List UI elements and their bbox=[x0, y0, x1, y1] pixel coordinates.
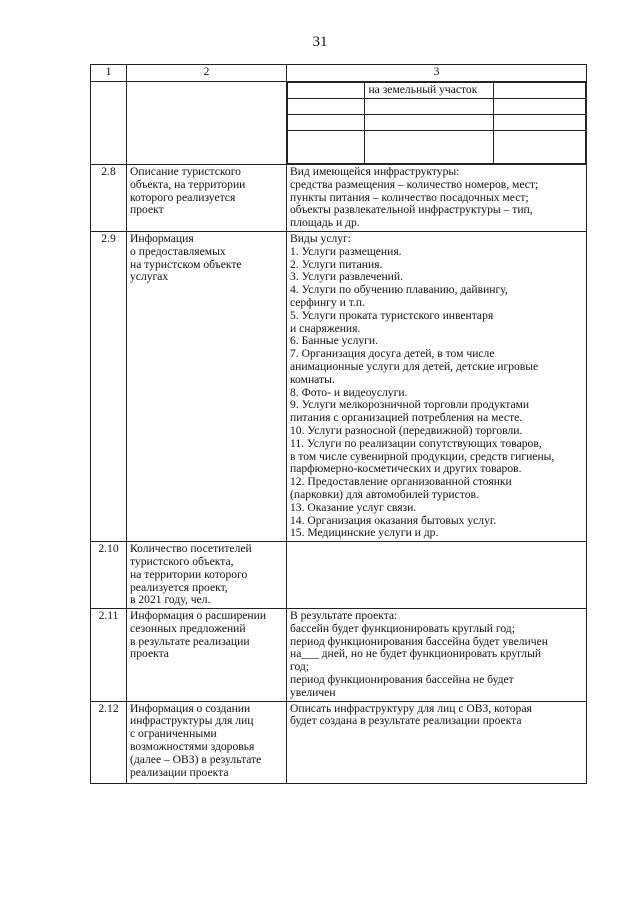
subtable-cell bbox=[365, 131, 493, 164]
row-value-line: Описать инфраструктуру для лиц с ОВЗ, которая bbox=[290, 701, 532, 715]
row-value-line: год; bbox=[290, 660, 310, 674]
row-value-line: и снаряжения. bbox=[290, 321, 361, 335]
row-name-line: услугах bbox=[130, 270, 169, 284]
header-col-2: 2 bbox=[127, 65, 287, 82]
subtable-cell bbox=[288, 99, 365, 115]
row-value-line: питания с организацией потребления на месте. bbox=[290, 411, 523, 425]
row-name-line: Информация о расширении bbox=[130, 609, 267, 623]
row-name-line: на территории которого bbox=[130, 567, 248, 581]
row-value-line: 11. Услуги по реализации сопутствующих товаров, bbox=[290, 436, 542, 450]
row-value-line: увеличен bbox=[290, 685, 336, 699]
row-value-line: 7. Организация досуга детей, в том числе bbox=[290, 347, 495, 361]
row-value-line: 12. Предоставление организованной стоянки bbox=[290, 475, 512, 489]
row-name bbox=[127, 165, 287, 232]
row-value-line: 9. Услуги мелкорозничной торговли продуктами bbox=[290, 398, 530, 412]
row-value-line: 3. Услуги развлечений. bbox=[290, 270, 403, 284]
row-number: 2.9 bbox=[91, 231, 127, 541]
subtable-cell bbox=[365, 115, 493, 131]
subtable-cell bbox=[493, 131, 585, 164]
row-value-line: Виды услуг: bbox=[290, 231, 352, 245]
row-name-line: проекта bbox=[130, 647, 169, 661]
row-value-line: (парковки) для автомобилей туристов. bbox=[290, 487, 479, 501]
row-name-line: инфраструктуры для лиц bbox=[130, 714, 254, 728]
row-value-line: анимационные услуги для детей, детские игровые bbox=[290, 359, 539, 373]
row-name-line: с ограниченными bbox=[130, 727, 217, 741]
row-value-line: бассейн будет функционировать круглый год; bbox=[290, 621, 515, 635]
document-table bbox=[90, 64, 587, 784]
subtable-cell bbox=[288, 115, 365, 131]
row-name-line: которого реализуется bbox=[130, 190, 236, 204]
row-number: 2.11 bbox=[91, 609, 127, 702]
row-number: 2.8 bbox=[91, 165, 127, 232]
header-col-3: 3 bbox=[287, 65, 587, 82]
row-value bbox=[287, 231, 587, 541]
table-row bbox=[91, 231, 587, 541]
subtable-cell bbox=[493, 99, 585, 115]
row-value-line: серфингу и т.п. bbox=[290, 295, 365, 309]
row-value-line: средства размещения – количество номеров, мест; bbox=[290, 177, 539, 191]
continuation-row bbox=[91, 82, 587, 165]
continuation-name-cell bbox=[127, 82, 287, 165]
row-name bbox=[127, 542, 287, 609]
row-value-line: Вид имеющейся инфраструктуры: bbox=[290, 165, 460, 178]
row-name-line: проект bbox=[130, 203, 164, 217]
row-number: 2.12 bbox=[91, 701, 127, 783]
row-value-line: 8. Фото- и видеоуслуги. bbox=[290, 385, 408, 399]
subtable-cell bbox=[493, 115, 585, 131]
row-value-line: парфюмерно-косметических и других товаров. bbox=[290, 462, 522, 476]
table-row bbox=[91, 701, 587, 783]
row-name-line: Информация о создании bbox=[130, 701, 251, 715]
table-row bbox=[91, 165, 587, 232]
row-value-line: в том числе сувенирной продукции, средств гигиены, bbox=[290, 449, 555, 463]
row-name-line: реализации проекта bbox=[130, 765, 229, 779]
subtable-cell bbox=[288, 131, 365, 164]
continuation-value-cell bbox=[287, 82, 587, 165]
subtable-cell bbox=[493, 83, 585, 99]
row-name-line: объекта, на территории bbox=[130, 177, 246, 191]
row-value-line: 5. Услуги проката туристского инвентаря bbox=[290, 308, 494, 322]
row-value bbox=[287, 165, 587, 232]
table-header-row bbox=[91, 65, 587, 82]
row-value-line: 4. Услуги по обучению плаванию, дайвингу, bbox=[290, 283, 508, 297]
row-value-line: 2. Услуги питания. bbox=[290, 257, 383, 271]
row-value-line: на___ дней, но не будет функционировать круглый bbox=[290, 647, 542, 661]
row-value-line: объекты развлекательной инфраструктуры – тип, bbox=[290, 203, 533, 217]
subtable-cell bbox=[288, 83, 365, 99]
header-col-1: 1 bbox=[91, 65, 127, 82]
row-name-line: Описание туристского bbox=[130, 165, 241, 178]
row-name-line: Количество посетителей bbox=[130, 542, 252, 556]
row-value bbox=[287, 701, 587, 783]
row-value-line: В результате проекта: bbox=[290, 609, 398, 623]
row-name-line: туристского объекта, bbox=[130, 554, 234, 568]
row-name-line: (далее – ОВЗ) в результате bbox=[130, 752, 262, 766]
continuation-num-cell bbox=[91, 82, 127, 165]
row-name bbox=[127, 231, 287, 541]
row-value bbox=[287, 609, 587, 702]
row-value-line: 13. Оказание услуг связи. bbox=[290, 500, 417, 514]
table-row bbox=[91, 609, 587, 702]
row-value-line: период функционирования бассейна не будет bbox=[290, 673, 514, 687]
land-plot-subtable bbox=[287, 82, 586, 164]
row-name-line: реализуется проект, bbox=[130, 580, 228, 594]
row-name-line: сезонных предложений bbox=[130, 621, 246, 635]
row-value-line: площадь и др. bbox=[290, 216, 360, 230]
row-name-line: возможностями здоровья bbox=[130, 740, 255, 754]
row-value-line: будет создана в результате реализации проекта bbox=[290, 714, 522, 728]
row-name bbox=[127, 701, 287, 783]
row-value-line: пункты питания – количество посадочных мест; bbox=[290, 190, 529, 204]
row-value-line: 10. Услуги разносной (передвижной) торговли. bbox=[290, 423, 523, 437]
row-name-line: в результате реализации bbox=[130, 634, 250, 648]
land-plot-label: на земельный участок bbox=[365, 83, 493, 99]
row-name bbox=[127, 609, 287, 702]
row-name-line: в 2021 году, чел. bbox=[130, 593, 211, 607]
row-value-line: комнаты. bbox=[290, 372, 335, 386]
row-value-line: 14. Организация оказания бытовых услуг. bbox=[290, 513, 497, 527]
row-name-line: о предоставляемых bbox=[130, 244, 226, 258]
row-name-line: на туристском объекте bbox=[130, 257, 242, 271]
row-value-line: 6. Банные услуги. bbox=[290, 334, 379, 348]
subtable-cell bbox=[365, 99, 493, 115]
page-number: 31 bbox=[312, 34, 328, 50]
row-value bbox=[287, 542, 587, 609]
row-number: 2.10 bbox=[91, 542, 127, 609]
table-row bbox=[91, 542, 587, 609]
row-name-line: Информация bbox=[130, 231, 194, 245]
row-value-line: период функционирования бассейна будет увеличен bbox=[290, 634, 548, 648]
row-value-line: 1. Услуги размещения. bbox=[290, 244, 402, 258]
row-value-line: 15. Медицинские услуги и др. bbox=[290, 526, 439, 540]
